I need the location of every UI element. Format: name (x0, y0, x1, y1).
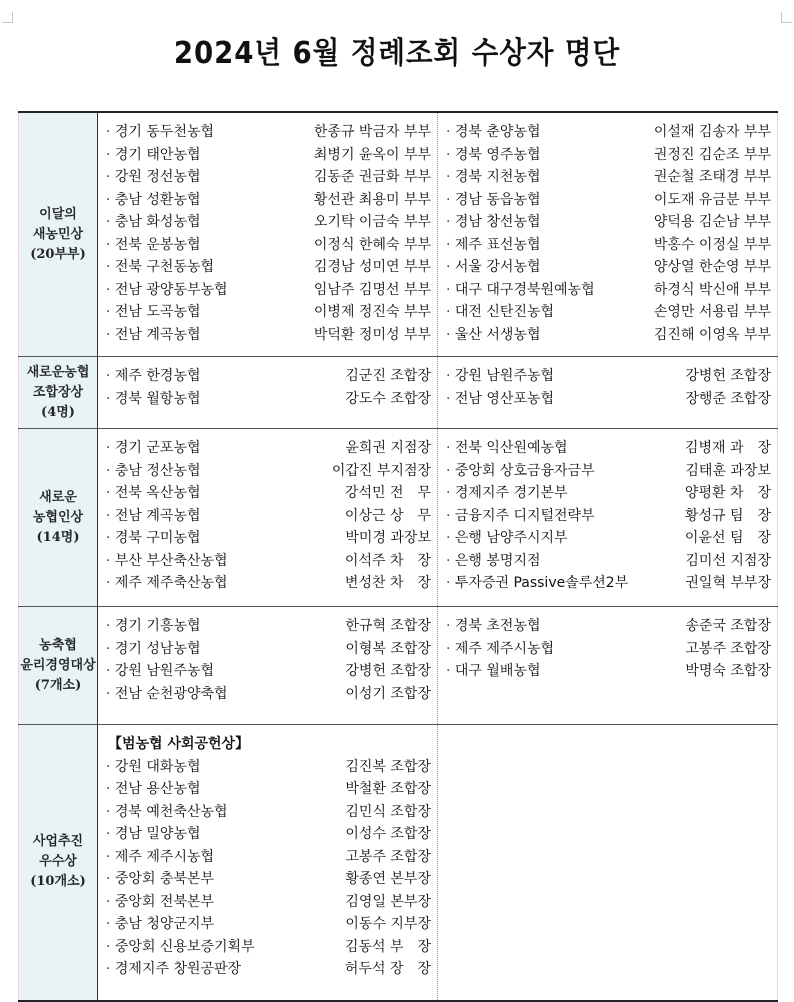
recipient-name-title: 송준국 조합장 (685, 618, 771, 634)
award-category-label-line: 새로운농협 (26, 364, 90, 380)
recipient-item (106, 482, 431, 505)
recipient-list (438, 429, 777, 605)
recipient-name-title: 권정진 김순조 부부 (653, 146, 771, 163)
recipient-name-title: 이설재 김송자 부부 (653, 124, 771, 140)
recipient-item (106, 572, 431, 595)
recipient-name-title: 김경남 성미연 부부 (313, 259, 431, 275)
recipient-item (106, 550, 431, 573)
recipient-organization: · 경북 구미농협 (106, 527, 201, 550)
recipient-list (98, 429, 437, 605)
recipient-organization: · 경북 춘양농협 (446, 121, 541, 144)
recipient-organization: · 경남 밀양농협 (106, 823, 201, 846)
recipient-name-title: 한규혁 조합장 (345, 618, 431, 634)
recipient-item (446, 301, 771, 324)
recipient-item (106, 211, 431, 234)
recipient-name-title: 강병헌 조합장 (685, 368, 771, 384)
recipient-item (446, 527, 771, 550)
recipient-item (106, 144, 431, 167)
award-category-label (19, 112, 98, 357)
recipient-item (106, 121, 431, 144)
recipient-name-title: 강도수 조합장 (345, 390, 431, 407)
recipient-organization: · 전남 계곡농협 (106, 505, 201, 528)
recipient-item (106, 505, 431, 528)
recipient-organization: · 경북 영주농협 (446, 144, 541, 167)
recipient-item (446, 211, 771, 234)
recipient-organization: · 충남 화성농협 (106, 211, 201, 234)
recipient-name-title: 오기탁 이금숙 부부 (313, 214, 431, 230)
recipient-item (106, 868, 431, 891)
recipient-item (446, 482, 771, 505)
recipient-name-title: 이석주 차 장 (344, 552, 431, 569)
recipient-column-left (98, 357, 438, 429)
recipient-name-title: 이형복 조합장 (345, 640, 431, 657)
recipient-item (106, 166, 431, 189)
recipient-column-right (438, 112, 778, 357)
award-category-label-line: 우수상 (39, 854, 77, 870)
award-section-row (19, 112, 778, 357)
recipient-item (106, 234, 431, 257)
recipient-organization: · 경기 동두천농협 (106, 121, 214, 144)
recipient-item (446, 615, 771, 638)
recipient-organization: · 전북 옥산농협 (106, 482, 201, 505)
recipient-organization: · 경기 기흥농협 (106, 615, 201, 638)
recipient-item (106, 778, 431, 801)
recipient-item (106, 936, 431, 959)
recipient-name-title: 손영만 서용림 부부 (653, 304, 771, 320)
recipient-column-right (438, 607, 778, 725)
recipient-organization: · 전남 영산포농협 (446, 388, 554, 411)
recipient-organization: · 울산 서생농협 (446, 324, 541, 347)
recipient-name-title: 김미선 지점장 (685, 552, 771, 569)
recipient-organization: · 강원 대화농협 (106, 756, 201, 779)
recipient-item (106, 460, 431, 483)
recipient-list (438, 113, 777, 356)
recipient-organization: · 부산 부산축산농협 (106, 550, 228, 573)
recipient-column-right (438, 357, 778, 429)
recipient-organization: · 전남 계곡농협 (106, 324, 201, 347)
recipient-item (106, 527, 431, 550)
recipient-name-title: 변성찬 차 장 (344, 575, 431, 591)
recipient-organization: · 경제지주 경기본부 (446, 482, 568, 505)
award-category-label-line: 조합장상 (32, 384, 84, 400)
recipient-item (106, 365, 431, 388)
recipient-organization: · 제주 표선농협 (446, 234, 541, 257)
recipient-organization: · 제주 제주시농협 (446, 638, 554, 661)
recipient-item (446, 572, 771, 595)
award-section-row (19, 357, 778, 429)
award-category-label (19, 607, 98, 725)
recipient-column-right (438, 725, 778, 1001)
recipient-item (106, 388, 431, 411)
recipient-name-title: 이상근 상 무 (344, 507, 431, 524)
recipient-organization: · 경기 군포농협 (106, 437, 201, 460)
recipient-organization: · 충남 성환농협 (106, 189, 201, 212)
recipient-name-title: 이성기 조합장 (345, 685, 431, 702)
award-category-label (19, 357, 98, 429)
recipient-organization: · 경북 초전농협 (446, 615, 541, 638)
recipient-name-title: 박덕환 정미성 부부 (313, 326, 431, 343)
recipient-item (446, 279, 771, 302)
recipient-item (446, 234, 771, 257)
recipient-organization: · 전북 익산원예농협 (446, 437, 568, 460)
award-category-label-line: (20부부) (30, 246, 86, 262)
recipient-name-title: 황성규 팀 장 (684, 507, 771, 524)
recipient-name-title: 양평환 차 장 (684, 485, 771, 501)
recipient-organization: · 전북 운봉농협 (106, 234, 201, 257)
award-category-label-line: (7개소) (34, 677, 82, 693)
recipient-name-title: 하경식 박신애 부부 (653, 281, 771, 298)
award-category-label (19, 429, 98, 607)
recipient-organization: · 제주 제주축산농협 (106, 572, 228, 595)
recipient-item (106, 958, 431, 981)
award-category-label-line: (14명) (36, 529, 80, 545)
recipient-organization: · 전북 구천동농협 (106, 256, 214, 279)
award-category-label-line: 새농민상 (32, 226, 84, 242)
award-category-label-line: 농축협 (39, 637, 77, 653)
recipient-organization: · 금융지주 디지털전략부 (446, 505, 595, 528)
recipient-organization: · 전남 용산농협 (106, 778, 201, 801)
recipient-organization: · 대구 대구경북원예농협 (446, 279, 595, 302)
recipient-organization: · 경북 지천농협 (446, 166, 541, 189)
award-category-label-line: 이달의 (39, 206, 77, 222)
recipient-name-title: 임남주 김명선 부부 (313, 281, 431, 298)
recipient-organization: · 경기 태안농협 (106, 144, 201, 167)
award-category-label-line: 사업추진 (32, 834, 84, 850)
recipient-organization: · 경남 창선농협 (446, 211, 541, 234)
recipient-name-title: 이병제 정진숙 부부 (313, 304, 431, 320)
award-category-label-line: (4명) (41, 404, 75, 420)
recipient-organization: · 경남 동읍농협 (446, 189, 541, 212)
recipient-item (106, 256, 431, 279)
recipient-organization: · 전남 순천광양축협 (106, 683, 228, 706)
recipient-name-title: 장행준 조합장 (685, 390, 771, 407)
recipient-list (438, 607, 777, 693)
recipient-name-title: 김태훈 과장보 (685, 462, 771, 479)
page-corner-mark-left (2, 12, 13, 23)
award-subheading: 【범농협 사회공헌상】 (108, 736, 250, 752)
recipient-column-left (98, 429, 438, 607)
recipient-item (106, 660, 431, 683)
recipient-organization: · 충남 청양군지부 (106, 913, 214, 936)
recipient-item (106, 437, 431, 460)
recipient-item (106, 801, 431, 824)
recipient-name-title: 양상열 한순영 부부 (653, 259, 771, 275)
recipient-organization: · 전남 도곡농협 (106, 301, 201, 324)
recipient-name-title: 김동석 부 장 (344, 938, 431, 955)
recipient-item (446, 256, 771, 279)
recipient-name-title: 김병재 과 장 (684, 440, 771, 456)
award-category-label-line: (10개소) (30, 874, 86, 890)
recipient-organization: · 제주 한경농협 (106, 365, 201, 388)
recipient-name-title: 허두석 장 장 (344, 961, 431, 977)
recipient-item (446, 550, 771, 573)
recipient-item (106, 891, 431, 914)
recipient-name-title: 황선관 최용미 부부 (313, 191, 431, 208)
recipient-organization: · 경제지주 창원공판장 (106, 958, 241, 981)
recipient-organization: · 경기 성남농협 (106, 638, 201, 661)
recipient-item (446, 121, 771, 144)
recipient-item (446, 660, 771, 683)
recipient-name-title: 이정식 한혜숙 부부 (313, 236, 431, 253)
recipient-item (446, 388, 771, 411)
recipient-name-title: 황종연 본부장 (345, 871, 431, 887)
recipient-item (446, 166, 771, 189)
recipient-organization: · 은행 남양주시지부 (446, 527, 568, 550)
recipient-organization: · 충남 정산농협 (106, 460, 201, 483)
recipient-list (98, 357, 437, 420)
recipient-organization: · 투자증권 Passive솔루션2부 (446, 572, 628, 595)
recipient-name-title: 김영일 본부장 (345, 893, 431, 910)
recipient-organization: · 강원 남원주농협 (446, 365, 554, 388)
recipient-item (446, 437, 771, 460)
recipient-organization: · 대전 신탄진농협 (446, 301, 554, 324)
recipient-organization: · 중앙회 전북본부 (106, 891, 214, 914)
recipient-name-title: 고봉주 조합장 (345, 848, 431, 865)
recipient-column-left (98, 725, 438, 1001)
page-title: 2024년 6월 정례조회 수상자 명단 (173, 36, 621, 71)
recipient-name-title: 박미경 과장보 (345, 530, 431, 546)
recipient-name-title: 이도재 유금분 부부 (653, 191, 771, 208)
recipient-item (446, 638, 771, 661)
recipient-organization: · 은행 봉명지점 (446, 550, 541, 573)
recipient-item (446, 460, 771, 483)
recipient-organization: · 중앙회 상호금융자금부 (446, 460, 595, 483)
recipient-item (106, 279, 431, 302)
recipient-column-right (438, 429, 778, 607)
recipient-item (106, 324, 431, 347)
award-section-row (19, 725, 778, 1001)
recipient-name-title: 이윤선 팀 장 (684, 530, 771, 546)
recipient-item (106, 913, 431, 936)
recipient-organization: · 강원 정선농협 (106, 166, 201, 189)
recipient-column-left (98, 607, 438, 725)
recipient-organization: · 전남 광양동부농협 (106, 279, 228, 302)
recipient-name-title: 강석민 전 무 (344, 485, 431, 501)
award-category-label-line: 농협인상 (32, 509, 84, 525)
recipient-name-title: 박홍수 이정실 부부 (653, 236, 771, 253)
recipient-name-title: 한종규 박금자 부부 (313, 124, 431, 140)
page-corner-mark-right (781, 12, 792, 23)
recipient-name-title: 김민식 조합장 (345, 803, 431, 820)
recipient-list (438, 357, 777, 420)
recipient-item (106, 756, 431, 779)
recipient-list (98, 725, 437, 991)
recipient-name-title: 김진해 이영옥 부부 (653, 326, 771, 343)
recipient-item (446, 189, 771, 212)
recipient-item (106, 301, 431, 324)
recipient-name-title: 김진복 조합장 (345, 758, 431, 775)
recipient-name-title: 권순철 조태경 부부 (653, 169, 771, 185)
recipient-organization: · 경북 예천축산농협 (106, 801, 228, 824)
recipient-item (446, 505, 771, 528)
recipient-column-left (98, 112, 438, 357)
recipient-name-title: 윤희권 지점장 (345, 440, 431, 456)
recipient-item (106, 615, 431, 638)
recipient-name-title: 이동수 지부장 (345, 916, 431, 932)
recipient-name-title: 김동준 권금화 부부 (313, 169, 431, 185)
recipient-item (106, 823, 431, 846)
recipient-organization: · 제주 제주시농협 (106, 846, 214, 869)
recipient-item (446, 365, 771, 388)
recipient-name-title: 김군진 조합장 (345, 368, 431, 384)
award-category-label-line: 새로운 (39, 489, 77, 505)
recipient-item (446, 144, 771, 167)
award-section-row (19, 429, 778, 607)
recipient-name-title: 최병기 윤옥이 부부 (313, 146, 431, 163)
recipient-name-title: 이성수 조합장 (345, 826, 431, 842)
award-category-label (19, 725, 98, 1001)
recipient-item (446, 324, 771, 347)
recipient-item (106, 846, 431, 869)
recipient-organization: · 대구 월배농협 (446, 660, 541, 683)
recipient-organization: · 경북 월항농협 (106, 388, 201, 411)
recipient-item (106, 683, 431, 706)
recipient-item (106, 189, 431, 212)
recipient-list (98, 607, 437, 715)
recipient-name-title: 권일혁 부부장 (685, 575, 771, 591)
recipient-list (98, 113, 437, 356)
award-category-label-line: 윤리경영대상 (20, 657, 96, 673)
recipient-organization: · 서울 강서농협 (446, 256, 541, 279)
recipient-name-title: 박철환 조합장 (345, 781, 431, 797)
recipient-name-title: 박명숙 조합장 (685, 663, 771, 679)
award-section-row (19, 607, 778, 725)
recipient-organization: · 중앙회 충북본부 (106, 868, 214, 891)
recipient-name-title: 이갑진 부지점장 (331, 462, 431, 479)
recipient-organization: · 강원 남원주농협 (106, 660, 214, 683)
recipient-list (438, 725, 777, 743)
recipient-item (106, 638, 431, 661)
recipient-name-title: 강병헌 조합장 (345, 663, 431, 679)
recipient-name-title: 양덕용 김순남 부부 (653, 214, 771, 230)
recipient-name-title: 고봉주 조합장 (685, 640, 771, 657)
recipient-organization: · 중앙회 신용보증기획부 (106, 936, 255, 959)
awards-table (18, 111, 778, 1002)
